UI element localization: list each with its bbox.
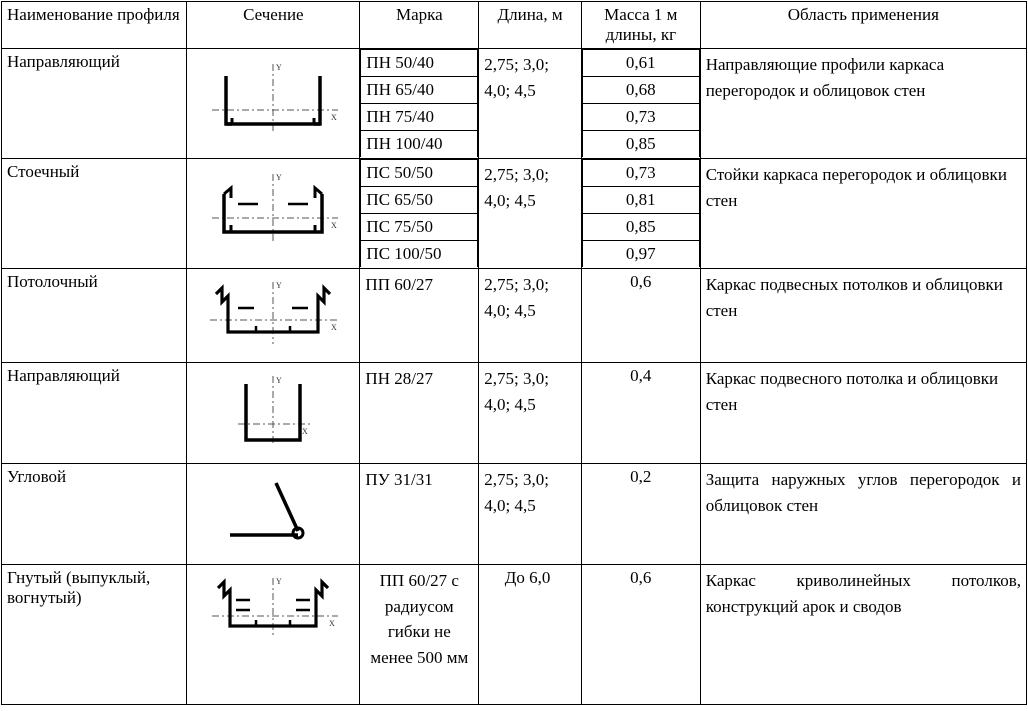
svg-text:Y: Y (276, 63, 283, 72)
profile-marks-cell (360, 49, 479, 159)
table-row (2, 565, 1027, 705)
profile-mass: 0,6 (581, 565, 700, 705)
table-header (2, 2, 1027, 49)
profile-name: Стоечный (2, 159, 187, 269)
profile-length: 2,75; 3,0; 4,0; 4,5 (479, 464, 582, 565)
profile-section-cell (187, 49, 360, 159)
profile-application: Каркас криволинейных потолков, конструкций арок и сводов (700, 565, 1026, 705)
profile-length: 2,75; 3,0; 4,0; 4,5 (479, 269, 582, 363)
column-header-application: Область применения (700, 2, 1026, 49)
mark-value: ПС 50/50 (361, 160, 478, 187)
column-header-name: Наименование профиля (2, 2, 187, 49)
profile-mass: 0,2 (581, 464, 700, 565)
svg-text:Y: Y (276, 173, 283, 182)
column-header-mark: Марка (360, 2, 479, 49)
profile-section-cell (187, 565, 360, 705)
svg-text:X: X (329, 619, 336, 628)
mass-value: 0,81 (582, 187, 699, 214)
profile-application: Защита наружных углов перегородок и облицовок стен (700, 464, 1026, 565)
table-header-row (2, 2, 1027, 49)
profile-mass: 0,4 (581, 363, 700, 464)
mass-value: 0,73 (582, 104, 699, 131)
svg-text:Y: Y (276, 281, 283, 290)
profile-mark: ПП 60/27 с радиусом гибки не менее 500 мм (360, 565, 479, 705)
c-stud-profile-icon (192, 162, 354, 259)
column-header-mass: Масса 1 м длины, кг (581, 2, 700, 49)
svg-text:X: X (302, 427, 309, 436)
mass-value: 0,85 (582, 131, 699, 158)
profile-application: Направляющие профили каркаса перегородок и облицовок стен (700, 49, 1026, 159)
profile-name: Направляющий (2, 363, 187, 464)
profile-length: 2,75; 3,0; 4,0; 4,5 (479, 159, 582, 269)
mark-value: ПС 75/50 (361, 214, 478, 241)
table-row (2, 159, 1027, 269)
profile-masses-cell (581, 49, 700, 159)
mark-value: ПС 65/50 (361, 187, 478, 214)
bent-ceiling-profile-icon (192, 568, 354, 660)
svg-text:Y: Y (276, 577, 283, 586)
svg-text:X: X (331, 221, 338, 230)
profile-name: Потолочный (2, 269, 187, 363)
table-row (2, 49, 1027, 159)
column-header-length: Длина, м (479, 2, 582, 49)
profile-mark: ПУ 31/31 (360, 464, 479, 565)
mass-value: 0,68 (582, 77, 699, 104)
profile-application: Стойки каркаса перегородок и облицовки стен (700, 159, 1026, 269)
mark-value: ПН 50/40 (361, 50, 478, 77)
profile-application: Каркас подвесных потолков и облицовки стен (700, 269, 1026, 363)
profile-length: 2,75; 3,0; 4,0; 4,5 (479, 49, 582, 159)
table-row (2, 464, 1027, 565)
profile-application: Каркас подвесного потолка и облицовки стен (700, 363, 1026, 464)
profile-length: 2,75; 3,0; 4,0; 4,5 (479, 363, 582, 464)
profile-mark: ПН 28/27 (360, 363, 479, 464)
profile-name: Угловой (2, 464, 187, 565)
profile-section-cell (187, 363, 360, 464)
profile-name: Гнутый (выпуклый, вогнутый) (2, 565, 187, 705)
profile-mark: ПП 60/27 (360, 269, 479, 363)
profile-section-cell (187, 269, 360, 363)
svg-text:Y: Y (276, 376, 283, 385)
table-body (2, 49, 1027, 705)
mass-value: 0,73 (582, 160, 699, 187)
mass-value: 0,61 (582, 50, 699, 77)
mass-value: 0,97 (582, 241, 699, 268)
profile-masses-cell (581, 159, 700, 269)
masses-subtable (582, 49, 700, 157)
profiles-table (1, 1, 1027, 705)
mark-value: ПС 100/50 (361, 241, 478, 268)
profile-mass: 0,6 (581, 269, 700, 363)
table-row (2, 363, 1027, 464)
profile-marks-cell (360, 159, 479, 269)
mass-value: 0,85 (582, 214, 699, 241)
profile-section-cell (187, 464, 360, 565)
svg-text:X: X (331, 113, 338, 122)
profile-name: Направляющий (2, 49, 187, 159)
mark-value: ПН 100/40 (361, 131, 478, 158)
table-row (2, 269, 1027, 363)
ceiling-profile-icon (192, 272, 354, 359)
mark-value: ПН 75/40 (361, 104, 478, 131)
u-track-28-27-icon (192, 366, 354, 460)
corner-angle-profile-icon (192, 467, 354, 561)
masses-subtable (582, 159, 700, 267)
profile-length: До 6,0 (479, 565, 582, 705)
column-header-section: Сечение (187, 2, 360, 49)
mark-value: ПН 65/40 (361, 77, 478, 104)
marks-subtable (360, 49, 478, 157)
u-channel-profile-icon (192, 52, 354, 149)
marks-subtable (360, 159, 478, 267)
svg-text:X: X (331, 323, 338, 332)
profile-section-cell (187, 159, 360, 269)
